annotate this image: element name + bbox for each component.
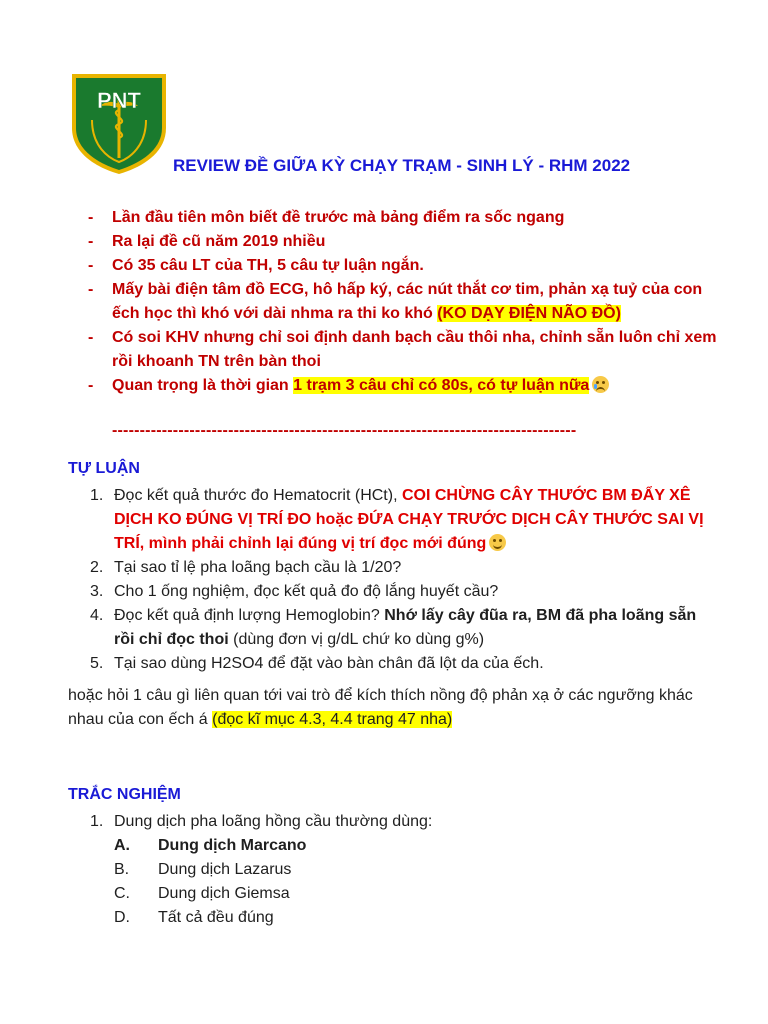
section-heading-multiple-choice: TRẮC NGHIỆM: [68, 786, 181, 803]
bullet-item: - Lần đầu tiên môn biết đề trước mà bảng điểm ra sốc ngang: [88, 209, 565, 226]
bullet-item: - Mấy bài điện tâm đồ ECG, hô hấp ký, các nút thắt cơ tim, phản xạ tuỷ của con ếch học thì khó với dài nhma ra thi ko khó (KO DẠY ĐIỆN NÃO ĐỒ): [88, 281, 703, 322]
document-title: REVIEW ĐỀ GIỮA KỲ CHẠY TRẠM - SINH LÝ - RHM 2022: [173, 156, 631, 175]
highlight: (KO DẠY ĐIỆN NÃO ĐỒ): [437, 305, 621, 322]
highlight: (đọc kĩ mục 4.3, 4.4 trang 47 nha): [212, 711, 453, 728]
answer-option: B. Dung dịch Lazarus: [114, 861, 292, 878]
list-item: 5. Tại sao dùng H2SO4 để đặt vào bàn chân đã lột da của ếch.: [90, 655, 544, 672]
summary-bullets: [86, 206, 726, 398]
essay-note: hoặc hỏi 1 câu gì liên quan tới vai trò để kích thích nồng độ phản xạ ở các ngưỡng khác nhau của con ếch á (đọc kĩ mục 4.3, 4.4 trang 47 nha): [68, 687, 693, 728]
answer-option: C. Dung dịch Giemsa: [114, 885, 290, 902]
list-item: 3. Cho 1 ống nghiệm, đọc kết quả đo độ lắng huyết cầu?: [90, 583, 499, 600]
section-heading-essay: TỰ LUẬN: [68, 460, 140, 477]
list-item: 2. Tại sao tỉ lệ pha loãng bạch cầu là 1/20?: [90, 559, 402, 576]
bullet-item: - Có 35 câu LT của TH, 5 câu tự luận ngắn.: [88, 257, 424, 274]
answer-option: D. Tất cả đều đúng: [114, 909, 274, 926]
multiple-choice-list: [68, 810, 718, 930]
highlight: 1 trạm 3 câu chỉ có 80s, có tự luận nữa: [293, 377, 590, 394]
answer-option: A. Dung dịch Marcano: [114, 837, 307, 854]
bullet-item: - Có soi KHV nhưng chỉ soi định danh bạch cầu thôi nha, chỉnh sẵn luôn chỉ xem rồi khoanh TN trên bàn thoi: [88, 329, 717, 370]
crying-face-icon: [592, 376, 609, 393]
question-item: 1. Dung dịch pha loãng hồng cầu thường dùng:: [90, 813, 433, 830]
smiling-face-icon: [489, 534, 506, 551]
bullet-item: - Quan trọng là thời gian 1 trạm 3 câu chỉ có 80s, có tự luận nữa: [86, 374, 726, 398]
list-item: 1. Đọc kết quả thước đo Hematocrit (HCt), COI CHỪNG CÂY THƯỚC BM ĐẨY XÊ DỊCH KO ĐÚNG VỊ TRÍ ĐO hoặc ĐỨA CHẠY TRƯỚC DỊCH CÂY THƯỚC SAI VỊ TRÍ, mình phải chỉnh lại đúng vị trí đọc mới đúng: [90, 487, 704, 552]
school-logo: [68, 70, 170, 176]
list-item: 4. Đọc kết quả định lượng Hemoglobin? Nhớ lấy cây đũa ra, BM đã pha loãng sẵn rồi chỉ đọc thoi (dùng đơn vị g/dL chứ ko dùng g%): [90, 607, 697, 648]
essay-list: [68, 484, 718, 676]
separator-line: ------------------------------------------------------------------------------------: [112, 422, 577, 439]
logo-text: PNT: [97, 88, 141, 113]
bullet-item: - Ra lại đề cũ năm 2019 nhiều: [88, 233, 326, 250]
